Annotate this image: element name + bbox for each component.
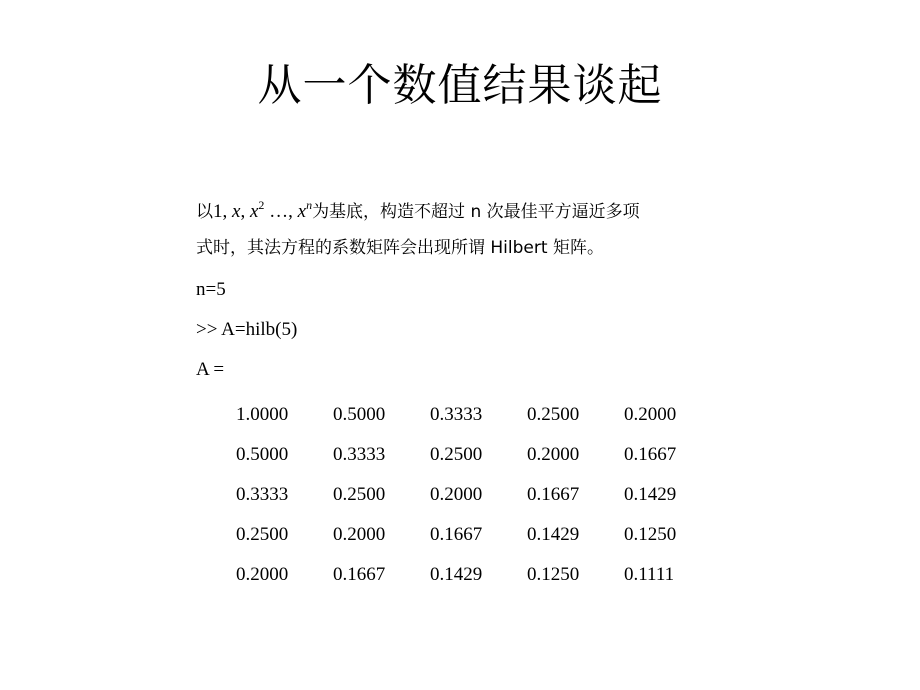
matrix-cell: 1.0000 bbox=[236, 404, 289, 425]
hilbert-matrix bbox=[236, 395, 721, 595]
matrix-cell: 0.1667 bbox=[430, 524, 483, 545]
slide-title: 从一个数值结果谈起 bbox=[257, 60, 663, 111]
matrix-cell: 0.5000 bbox=[333, 404, 386, 425]
matrix-cell: 0.2000 bbox=[236, 564, 289, 585]
matrix-cell: 0.2000 bbox=[333, 524, 386, 545]
matrix-cell: 0.1429 bbox=[527, 524, 580, 545]
intro-line-2: 式时，其法方程的系数矩阵会出现所谓 Hilbert 矩阵。 bbox=[196, 238, 604, 258]
matrix-cell: 0.2000 bbox=[527, 444, 580, 465]
matrix-cell: 0.1667 bbox=[333, 564, 386, 585]
matrix-cell: 0.1667 bbox=[624, 444, 677, 465]
matrix-cell: 0.1250 bbox=[624, 524, 677, 545]
basis-x: x bbox=[232, 201, 241, 222]
matrix-cell: 0.3333 bbox=[430, 404, 483, 425]
matrix-cell: 0.2500 bbox=[333, 484, 386, 505]
matrix-cell: 0.2500 bbox=[430, 444, 483, 465]
param-line: n=5 bbox=[196, 279, 226, 300]
basis-one: 1 bbox=[213, 201, 223, 222]
matrix-cell: 0.1111 bbox=[624, 564, 675, 585]
intro-line-1-text: 为基底，构造不超过 n 次最佳平方逼近多项 bbox=[312, 202, 640, 222]
matrix-cell: 0.1250 bbox=[527, 564, 580, 585]
matrix-row bbox=[236, 555, 721, 595]
intro-prefix: 以 bbox=[196, 202, 213, 222]
command-line: >> A=hilb(5) bbox=[196, 319, 298, 340]
basis-x2-exponent: 2 bbox=[258, 198, 265, 212]
matrix-cell: 0.2500 bbox=[527, 404, 580, 425]
result-label: A = bbox=[196, 359, 225, 380]
matrix-row bbox=[236, 395, 721, 435]
matrix-cell: 0.2000 bbox=[624, 404, 677, 425]
matrix-cell: 0.1429 bbox=[624, 484, 677, 505]
basis-xn-base: x bbox=[297, 201, 307, 222]
matrix-row bbox=[236, 515, 721, 555]
matrix-cell: 0.5000 bbox=[236, 444, 289, 465]
matrix-row bbox=[236, 435, 721, 475]
basis-formula bbox=[213, 198, 313, 222]
basis-ellipsis: …, bbox=[264, 201, 298, 222]
basis-sep-1: , bbox=[222, 201, 232, 222]
intro-line-1 bbox=[196, 199, 640, 225]
matrix-cell: 0.3333 bbox=[333, 444, 386, 465]
matrix-cell: 0.3333 bbox=[236, 484, 289, 505]
basis-x2-base: x bbox=[249, 201, 259, 222]
matrix-row bbox=[236, 475, 721, 515]
matrix-cell: 0.1667 bbox=[527, 484, 580, 505]
matrix-cell: 0.2500 bbox=[236, 524, 289, 545]
matrix-cell: 0.2000 bbox=[430, 484, 483, 505]
matrix-cell: 0.1429 bbox=[430, 564, 483, 585]
basis-xn-exponent: n bbox=[306, 198, 313, 212]
basis-sep-2: , bbox=[240, 201, 250, 222]
